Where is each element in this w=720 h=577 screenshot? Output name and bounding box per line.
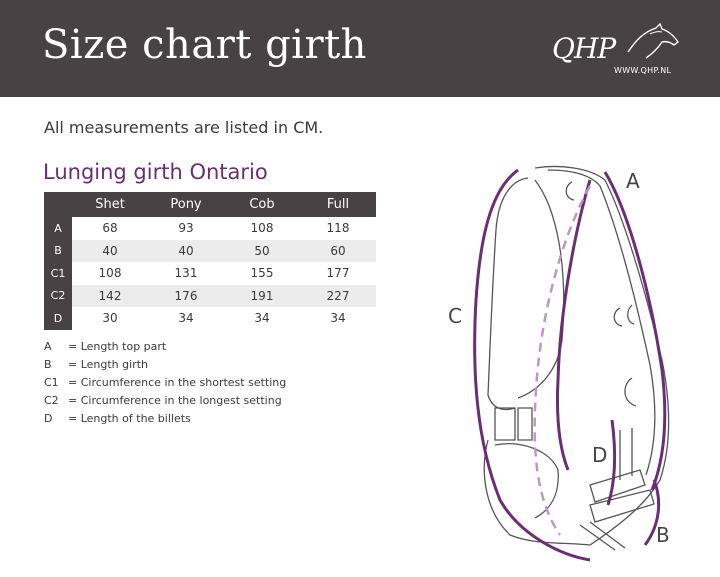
column-header: Shet <box>72 192 148 217</box>
logo-url: WWW.QHP.NL <box>614 66 672 75</box>
legend-text: = Length of the billets <box>68 412 191 425</box>
legend-text: = Circumference in the shortest setting <box>68 376 287 389</box>
legend-code: C1 <box>44 376 59 389</box>
table-cell: 176 <box>148 285 224 308</box>
table-cell: 34 <box>178 311 194 326</box>
legend-text: = Length girth <box>68 358 148 371</box>
qhp-logo <box>552 22 682 82</box>
table-header-row <box>44 192 376 217</box>
diagram-label-a: A <box>626 169 640 193</box>
row-label: C1 <box>44 262 72 285</box>
table-cell: 30 <box>102 311 118 326</box>
table-cell: 34 <box>254 311 270 326</box>
table-cell: 60 <box>300 240 376 263</box>
column-header: Pony <box>148 192 224 217</box>
table-corner-cell <box>44 192 72 217</box>
table-cell: 50 <box>224 240 300 263</box>
legend-code: C2 <box>44 394 59 407</box>
table-cell: 93 <box>178 221 194 236</box>
table-row <box>44 285 376 308</box>
measurement-note: All measurements are listed in CM. <box>44 118 324 137</box>
table-cell: 40 <box>72 240 148 263</box>
diagram-label-d: D <box>592 443 608 467</box>
legend-code: D <box>44 412 53 425</box>
table-cell: 34 <box>330 311 346 326</box>
legend-item <box>44 374 286 392</box>
table-cell: 118 <box>326 221 350 236</box>
table-cell: 142 <box>72 285 148 308</box>
legend-item <box>44 338 286 356</box>
table-cell: 227 <box>300 285 376 308</box>
legend-item <box>44 356 286 374</box>
diagram-label-c: C <box>448 304 462 328</box>
column-header: Cob <box>224 192 300 217</box>
table-row <box>44 307 376 330</box>
diagram-label-b: B <box>656 523 670 547</box>
legend-item <box>44 410 286 428</box>
row-label: B <box>44 240 72 263</box>
row-label: D <box>44 307 72 330</box>
table-cell: 131 <box>174 266 198 281</box>
legend-code: A <box>44 340 52 353</box>
measurement-lines <box>475 170 665 560</box>
row-label: A <box>44 217 72 240</box>
table-row <box>44 240 376 263</box>
table-cell: 68 <box>102 221 118 236</box>
legend-text: = Length top part <box>68 340 167 353</box>
product-title: Lunging girth Ontario <box>43 160 268 184</box>
girth-diagram <box>440 150 710 575</box>
table-row <box>44 217 376 240</box>
table-cell: 40 <box>148 240 224 263</box>
table-cell: 108 <box>250 221 274 236</box>
size-table <box>44 192 376 330</box>
legend-code: B <box>44 358 52 371</box>
table-cell: 191 <box>224 285 300 308</box>
table-row <box>44 262 376 285</box>
horse-head-icon <box>622 22 682 62</box>
legend-item <box>44 392 286 410</box>
table-cell: 177 <box>326 266 350 281</box>
logo-text: QHP <box>552 32 616 65</box>
page-title: Size chart girth <box>42 22 367 68</box>
table-cell: 155 <box>250 266 274 281</box>
header-banner <box>0 0 720 97</box>
legend-text: = Circumference in the longest setting <box>68 394 282 407</box>
legend <box>44 338 286 428</box>
column-header: Full <box>300 192 376 217</box>
row-label: C2 <box>44 285 72 308</box>
table-cell: 108 <box>98 266 122 281</box>
girth-outline <box>484 167 668 551</box>
